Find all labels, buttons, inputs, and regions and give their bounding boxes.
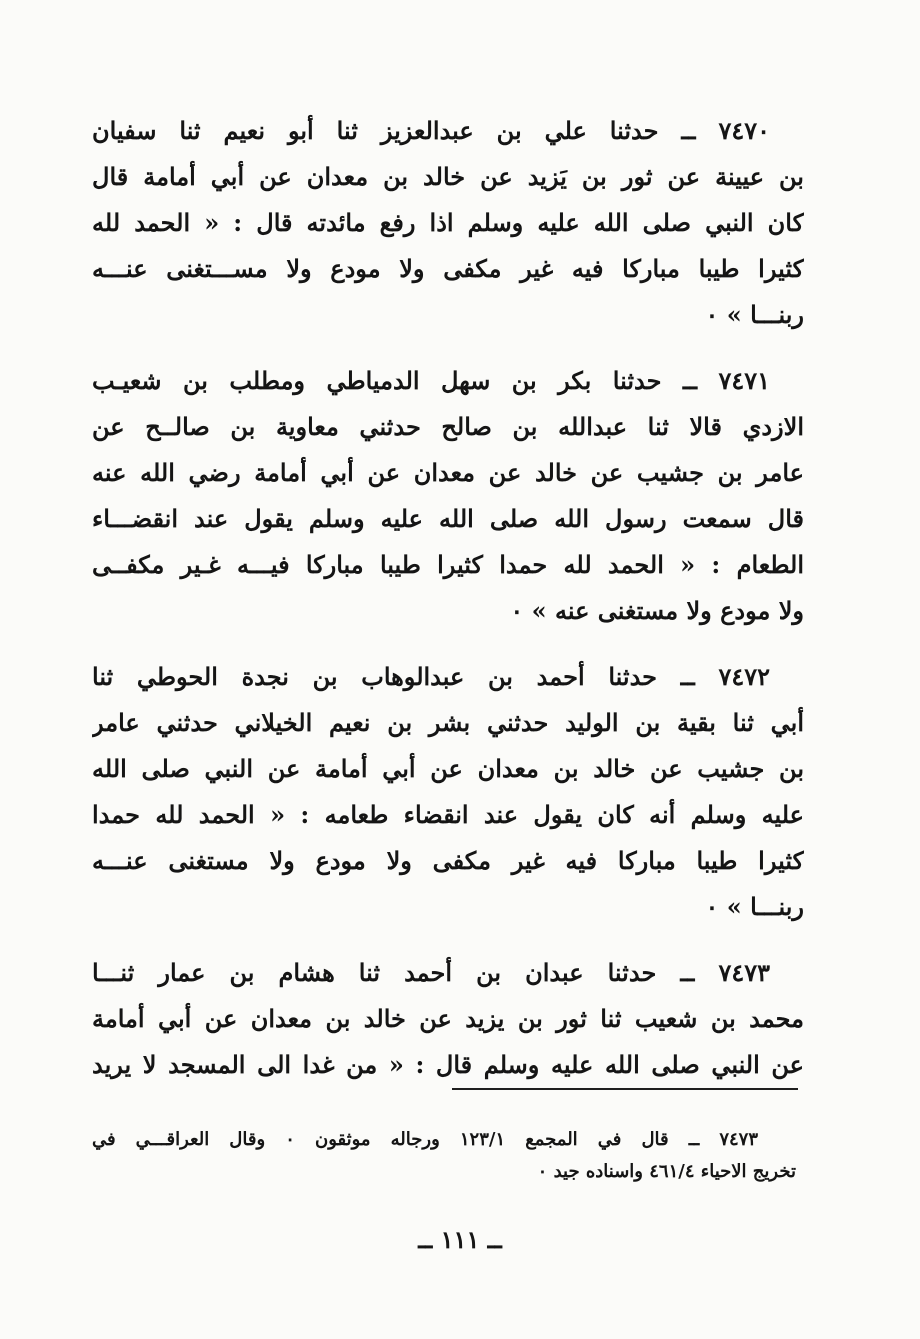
text-line: ٧٤٧٢ ــ حدثنا أحمد بن عبدالوهاب بن نجدة الحوطي ثنا xyxy=(92,662,770,691)
text-line: عليه وسلم أنه كان يقول عند انقضاء طعامه : « الحمد لله حمدا xyxy=(92,800,804,829)
text-line: بن جشيب عن خالد بن معدان عن أبي أمامة عن النبي صلى الله xyxy=(92,754,804,783)
footnote-line: ٧٤٧٣ ــ قال في المجمع ١٢٣/١ ورجاله موثقون ٠ وقال العراقـــي في xyxy=(92,1129,758,1150)
text-line: ٧٤٧٣ ــ حدثنا عبدان بن أحمد ثنا هشام بن عمار ثنـــا xyxy=(92,958,770,987)
text-line: عن النبي صلى الله عليه وسلم قال : « من غدا الى المسجد لا يريد xyxy=(92,1050,804,1079)
hadith-7472 xyxy=(92,654,804,930)
footnote-separator xyxy=(452,1088,798,1090)
text-line: الازدي قالا ثنا عبدالله بن صالح حدثني معاوية بن صالــح عن xyxy=(92,412,804,441)
text-line: ربنـــا » ٠ xyxy=(705,300,804,329)
text-line: محمد بن شعيب ثنا ثور بن يزيد عن خالد بن معدان عن أبي أمامة xyxy=(92,1004,804,1033)
text-line: قال سمعت رسول الله صلى الله عليه وسلم يقول عند انقضـــاء xyxy=(92,504,804,533)
text-line: ٧٤٧٠ ــ حدثنا علي بن عبدالعزيز ثنا أبو نعيم ثنا سفيان xyxy=(92,116,770,145)
footnote-line: تخريج الاحياء ٤٦١/٤ واسناده جيد ٠ xyxy=(537,1161,796,1182)
text-line: بن عيينة عن ثور بن يَزيد عن خالد بن معدان عن أبي أمامة قال xyxy=(92,162,804,191)
page-number: ــ ١١١ ــ xyxy=(418,1225,502,1254)
text-line: أبي ثنا بقية بن الوليد حدثني بشر بن نعيم الخيلاني حدثني عامر xyxy=(92,708,804,737)
hadith-7471 xyxy=(92,358,804,634)
footnote xyxy=(92,1124,796,1188)
text-line: كان النبي صلى الله عليه وسلم اذا رفع مائدته قال : « الحمد لله xyxy=(92,208,804,237)
text-line: ٧٤٧١ ــ حدثنا بكر بن سهل الدمياطي ومطلب بن شعيـب xyxy=(92,366,770,395)
hadith-7470 xyxy=(92,108,804,338)
main-text xyxy=(92,108,804,1108)
text-line: الطعام : « الحمد لله حمدا كثيرا طيبا مباركا فيـــه غـير مكفــى xyxy=(92,550,804,579)
text-line: كثيرا طيبا مباركا فيه غير مكفى ولا مودع ولا مســـتغنى عنـــه xyxy=(92,254,804,283)
text-line: كثيرا طيبا مباركا فيه غير مكفى ولا مودع ولا مستغنى عنـــه xyxy=(92,846,804,875)
text-line: عامر بن جشيب عن خالد عن معدان عن أبي أمامة رضي الله عنه xyxy=(92,458,804,487)
hadith-7473 xyxy=(92,950,804,1088)
text-line: ربنـــا » ٠ xyxy=(705,892,804,921)
text-line: ولا مودع ولا مستغنى عنه » ٠ xyxy=(510,596,804,625)
